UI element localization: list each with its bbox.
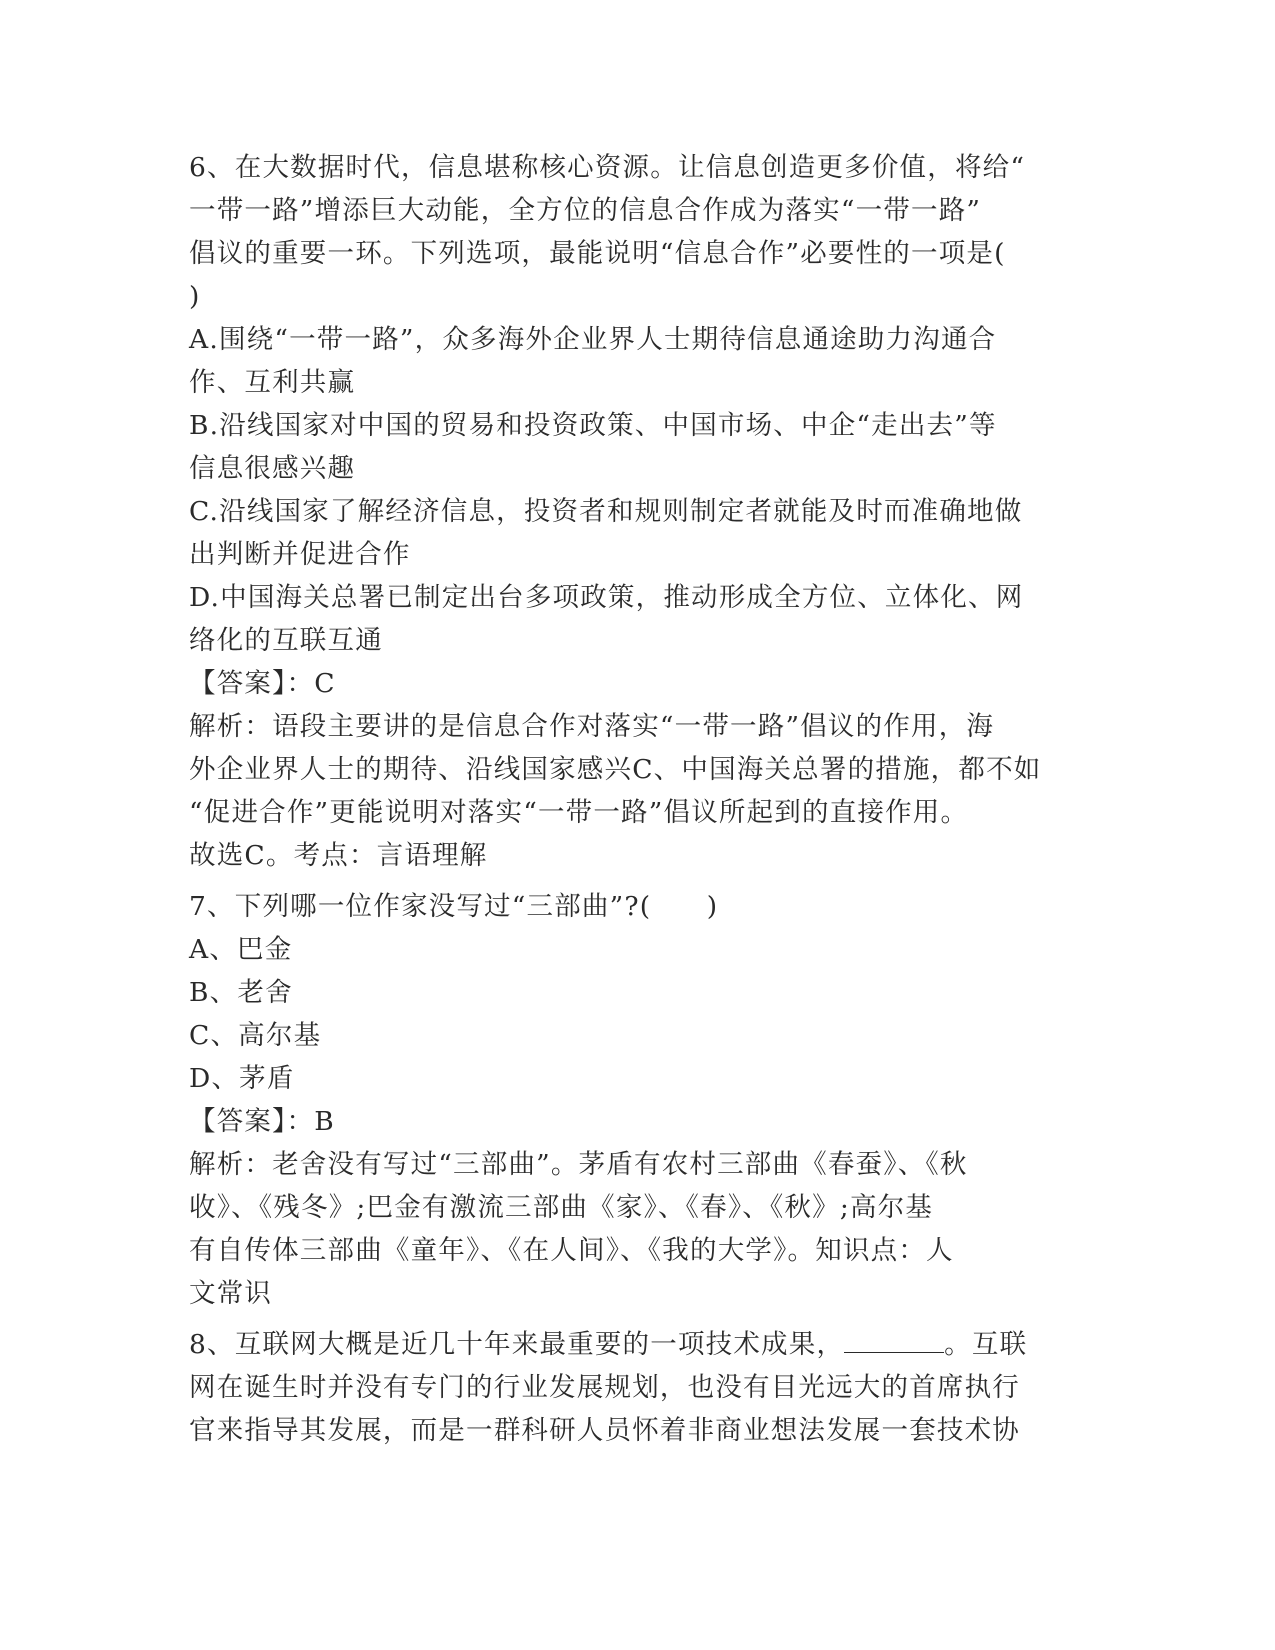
option-d-line: D.中国海关总署已制定出台多项政策，推动形成全方位、立体化、网 (189, 582, 1024, 613)
question-6 (189, 146, 1079, 877)
question-stem-line: 倡议的重要一环。下列选项，最能说明“信息合作”必要性的一项是( (189, 238, 1006, 269)
question-stem-line (189, 1323, 1079, 1366)
question-7 (189, 885, 1079, 1315)
fill-in-blank (844, 1326, 944, 1353)
stem-text-before-blank: 8、互联网大概是近几十年来最重要的一项技术成果， (189, 1329, 845, 1360)
analysis-line: 解析：语段主要讲的是信息合作对落实“一带一路”倡议的作用，海 (189, 711, 995, 742)
option-d-line: D、茅盾 (189, 1063, 295, 1094)
question-stem-line: 一带一路”增添巨大动能，全方位的信息合作成为落实“一带一路” (189, 195, 982, 226)
analysis-line: 文常识 (189, 1278, 273, 1309)
question-8 (189, 1323, 1079, 1452)
option-c-line: C.沿线国家了解经济信息，投资者和规则制定者就能及时而准确地做 (189, 496, 1023, 527)
analysis-line: 解析：老舍没有写过“三部曲”。茅盾有农村三部曲《春蚕》、《秋 (189, 1149, 968, 1180)
option-a-line: 作、互利共赢 (189, 367, 356, 398)
option-c-line: C、高尔基 (189, 1020, 322, 1051)
answer-line: 【答案】：B (189, 1106, 335, 1137)
document-content (189, 146, 1079, 1460)
question-stem-line: ) (189, 281, 201, 312)
question-stem-line: 网在诞生时并没有专门的行业发展规划，也没有目光远大的首席执行 (189, 1372, 1020, 1403)
question-stem-line: 6、在大数据时代，信息堪称核心资源。让信息创造更多价值，将给“ (189, 152, 1026, 183)
analysis-line: 收》、《残冬》;巴金有激流三部曲《家》、《春》、《秋》;高尔基 (189, 1192, 934, 1223)
stem-text-after-blank: 。互联 (944, 1329, 1028, 1360)
analysis-line: 外企业界人士的期待、沿线国家感兴C、中国海关总署的措施，都不如 (189, 754, 1042, 785)
question-stem-line: 7、下列哪一位作家没写过“三部曲”?( ) (189, 891, 719, 922)
option-a-line: A、巴金 (189, 934, 293, 965)
option-b-line: B.沿线国家对中国的贸易和投资政策、中国市场、中企“走出去”等 (189, 410, 997, 441)
option-a-line: A.围绕“一带一路”，众多海外企业界人士期待信息通途助力沟通合 (189, 324, 997, 355)
analysis-line: 有自传体三部曲《童年》、《在人间》、《我的大学》。知识点：人 (189, 1235, 954, 1266)
option-b-line: 信息很感兴趣 (189, 453, 356, 484)
option-d-line: 络化的互联互通 (189, 625, 383, 656)
option-b-line: B、老舍 (189, 977, 293, 1008)
analysis-line: “促进合作”更能说明对落实“一带一路”倡议所起到的直接作用。 (189, 797, 969, 828)
answer-line: 【答案】：C (189, 668, 336, 699)
question-stem-line: 官来指导其发展，而是一群科研人员怀着非商业想法发展一套技术协 (189, 1415, 1020, 1446)
option-c-line: 出判断并促进合作 (189, 539, 411, 570)
analysis-line: 故选C。考点：言语理解 (189, 840, 488, 871)
